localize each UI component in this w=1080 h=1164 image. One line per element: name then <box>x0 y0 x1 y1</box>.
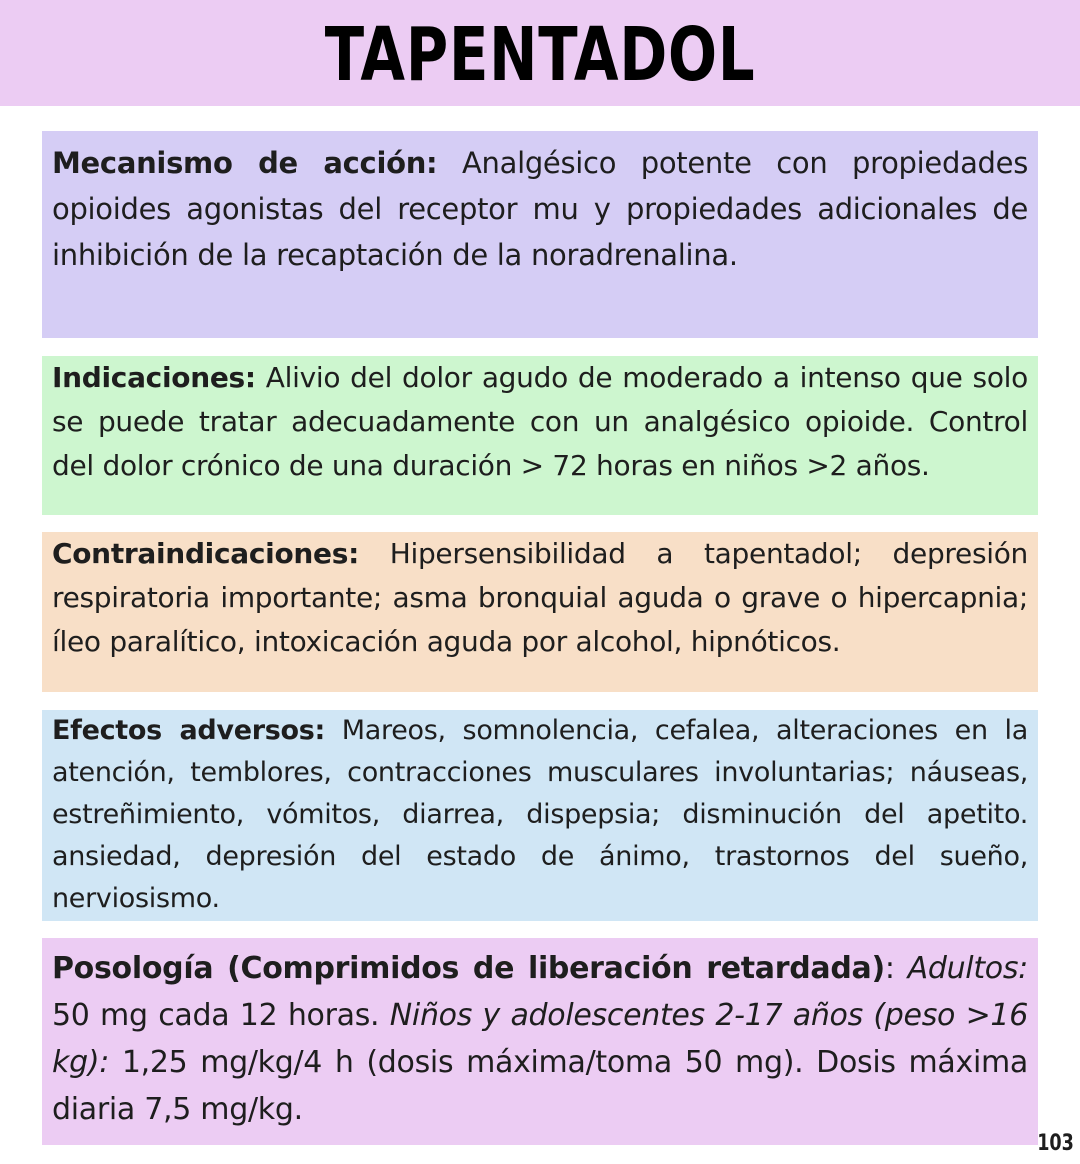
section-text: Hipersensibilidad a tapentadol; depresión respiratoria importante; asma bronquial aguda o grave o hipercapnia; íleo paralítico, intoxicación aguda por alcohol, hipnóticos. <box>52 537 1028 658</box>
section-label: Mecanismo de acción: <box>52 146 438 180</box>
section-indicaciones <box>42 356 1038 515</box>
section-contraindicaciones <box>42 532 1038 692</box>
section-label: Contraindicaciones: <box>52 537 359 570</box>
section-text: Mareos, somnolencia, cefalea, alteraciones en la atención, temblores, contracciones musculares involuntarias; náuseas, estreñimiento, vómitos, diarrea, dispepsia; disminución del apetito. ansiedad, depresión del estado de ánimo, trastornos del sueño, nerviosismo. <box>52 715 1028 914</box>
section-posologia <box>42 938 1038 1145</box>
page-number: 103 <box>1037 1131 1074 1156</box>
adults-label: Adultos: <box>907 951 1028 986</box>
page-title: TAPENTADOL <box>324 12 756 98</box>
children-text: 1,25 mg/kg/4 h (dosis máxima/toma 50 mg). Dosis máxima diaria 7,5 mg/kg. <box>52 1045 1028 1127</box>
children-label: Niños y adolescentes 2-17 años (peso >16 kg): <box>52 998 1028 1080</box>
section-label: Posología (Comprimidos de liberación retardada) <box>52 951 885 986</box>
section-label: Indicaciones: <box>52 361 256 394</box>
section-efectos-adversos <box>42 710 1038 921</box>
section-text: Analgésico potente con propiedades opioides agonistas del receptor mu y propiedades adicionales de inhibición de la recaptación de la noradrenalina. <box>52 146 1028 272</box>
section-text: Alivio del dolor agudo de moderado a intenso que solo se puede tratar adecuadamente con un analgésico opioide. Control del dolor crónico de una duración > 72 horas en niños >2 años. <box>52 361 1028 482</box>
title-banner <box>0 0 1080 106</box>
adults-text: 50 mg cada 12 horas. <box>52 998 390 1033</box>
section-mecanismo <box>42 131 1038 338</box>
section-label: Efectos adversos: <box>52 715 326 746</box>
separator: : <box>884 951 908 986</box>
